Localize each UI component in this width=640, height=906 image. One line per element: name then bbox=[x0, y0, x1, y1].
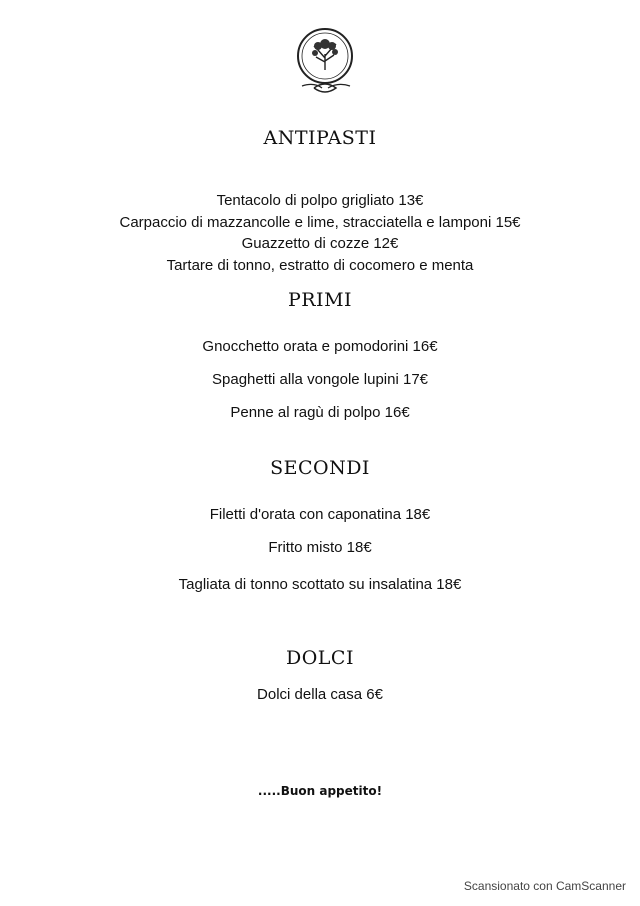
menu-item: Tartare di tonno, estratto di cocomero e menta bbox=[166, 257, 474, 274]
section-title-dolci: DOLCI bbox=[286, 647, 354, 669]
menu-item: Dolci della casa 6€ bbox=[257, 686, 383, 703]
menu-item: Gnocchetto orata e pomodorini 16€ bbox=[202, 338, 438, 355]
section-title-antipasti: ANTIPASTI bbox=[263, 127, 377, 149]
menu-item: Tagliata di tonno scottato su insalatina 18€ bbox=[178, 576, 462, 593]
scanner-watermark: Scansionato con CamScanner bbox=[463, 879, 626, 893]
section-title-primi: PRIMI bbox=[287, 289, 353, 311]
menu-item: Tentacolo di polpo grigliato 13€ bbox=[216, 192, 424, 209]
menu-item: Carpaccio di mazzancolle e lime, stracciatella e lamponi 15€ bbox=[119, 214, 521, 231]
menu-item: Guazzetto di cozze 12€ bbox=[241, 235, 399, 252]
menu-item: Spaghetti alla vongole lupini 17€ bbox=[212, 371, 428, 388]
restaurant-logo bbox=[294, 26, 356, 98]
menu-item: Penne al ragù di polpo 16€ bbox=[230, 404, 410, 421]
menu-item: Filetti d'orata con caponatina 18€ bbox=[209, 506, 431, 523]
menu-item: Fritto misto 18€ bbox=[268, 539, 372, 556]
closing-message: .....Buon appetito! bbox=[257, 784, 383, 798]
section-title-secondi: SECONDI bbox=[270, 457, 370, 479]
